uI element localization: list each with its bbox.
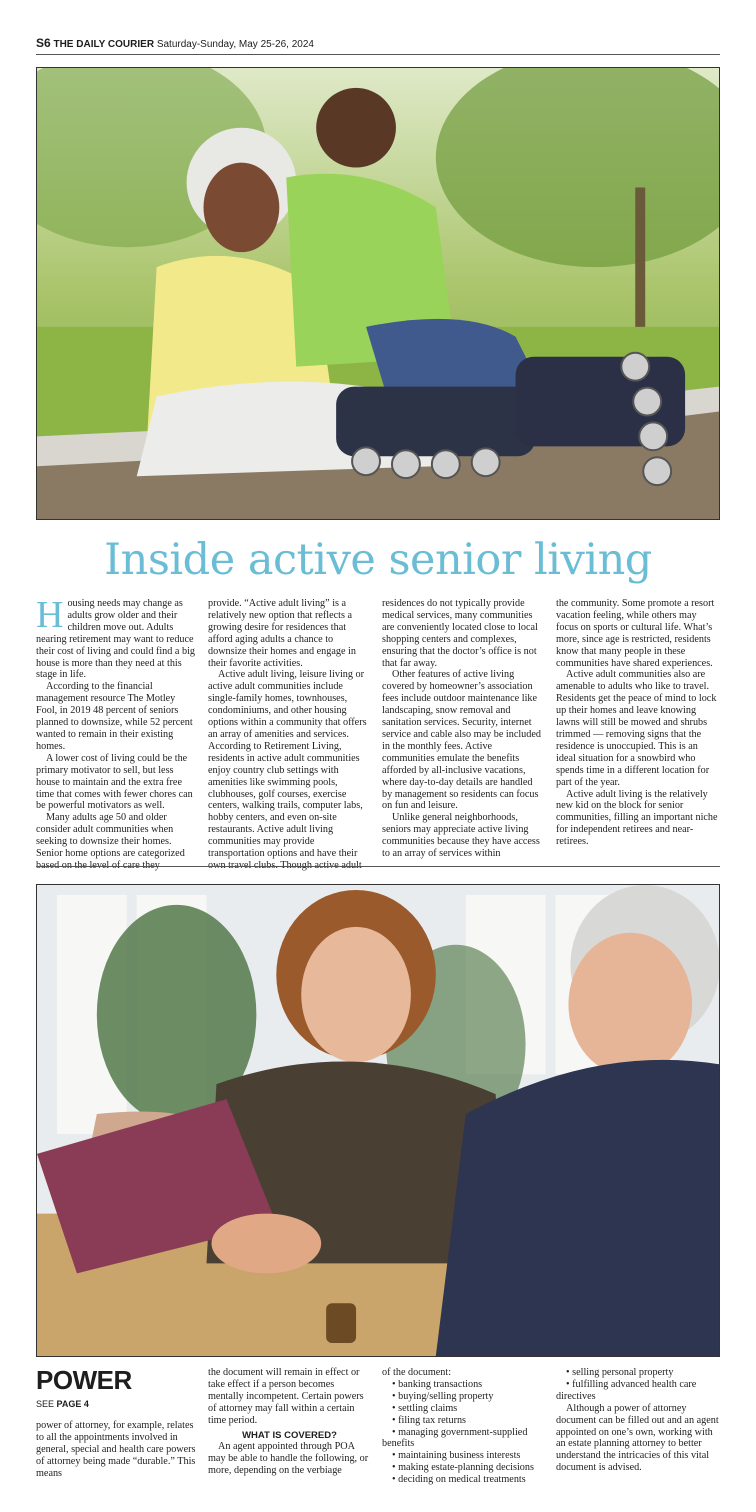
article2-column-1 xyxy=(36,1420,199,1480)
paragraph: of the document: xyxy=(382,1367,452,1378)
senior-couple-rollerblades-photo xyxy=(36,67,720,520)
paragraph: Unlike general neighborhoods, seniors may appreciate active living communities because they have access to an array of services within xyxy=(382,812,540,860)
list-item: • managing government-supplied benefits xyxy=(382,1427,545,1451)
paragraph: Although a power of attorney document can be filled out and an agent appointed on one’s own, working with an estate planning attorney to better understand the intricacies of this vital document is advised. xyxy=(556,1402,719,1474)
covered-items-list xyxy=(556,1367,720,1403)
newspaper-name: THE DAILY COURIER xyxy=(53,39,155,50)
continuation-reference xyxy=(36,1398,89,1410)
article-headline: Inside active senior living xyxy=(104,535,652,585)
paragraph: provide. “Active adult living” is a relatively new option that reflects a growing desire for residences that afford aging adults a chance to downsize their homes and engage in their favorite activities. xyxy=(208,598,356,669)
paragraph: Many adults age 50 and older consider adult communities when seeking to downsize their homes. Senior home options are categorized based on the level of care they xyxy=(36,812,185,871)
list-item: • maintaining business interests xyxy=(382,1450,545,1462)
list-item: • filing tax returns xyxy=(382,1415,545,1427)
list-item: • deciding on medical treatments xyxy=(382,1474,545,1486)
article1-column-2 xyxy=(208,598,371,872)
see-page-link[interactable]: PAGE 4 xyxy=(56,1399,89,1409)
senior-couple-reading-document-photo xyxy=(36,884,720,1357)
photo-illustration xyxy=(37,68,719,519)
article2-column-4 xyxy=(556,1367,720,1474)
paragraph: Housing needs may change as adults grow older and their children move out. Adults nearing retirement may want to reduce their cost of living and could find a big house is more than they need at this stage in life. xyxy=(36,594,196,681)
paragraph: Other features of active living covered by homeowner’s association fees include outdoor maintenance like landscaping, snow removal and sanitation services. Security, internet service and cable also may be included in the monthly fees. Active communities emulate the benefits afforded by all-inclusive vacations, where day-to-day details are handled by management so residents can focus on fun and leisure. xyxy=(382,669,541,812)
subheading: WHAT IS COVERED? xyxy=(242,1429,337,1441)
section-rule xyxy=(36,866,720,867)
continued-article-title: POWER xyxy=(36,1365,132,1395)
paragraph: Active adult communities also are amenable to adults who like to travel. Residents get the peace of mind to lock up their homes and leave knowing lawns will still be mowed and shrubs trimmed — removing signs that the residence is unoccupied. This is an ideal situation for a snowbird who spends time in a different location for part of the year. xyxy=(556,669,717,788)
article1-column-1 xyxy=(36,594,199,872)
paragraph: the document will remain in effect or take effect if a person becomes mentally incompetent. Certain powers of attorney may fall within a certain time period. xyxy=(208,1367,364,1426)
issue-date: Saturday-Sunday, May 25-26, 2024 xyxy=(156,39,314,50)
paragraph: the community. Some promote a resort vacation feeling, while others may focus on sports or cultural life. What’s more, since age is restricted, residents know that many people in these communities have shared experiences. xyxy=(556,598,715,669)
list-item: • settling claims xyxy=(382,1403,545,1415)
list-item: • making estate-planning decisions xyxy=(382,1462,545,1474)
paragraph: According to the financial management resource The Motley Fool, in 2019 48 percent of seniors planned to downsize, while 52 percent wanted to remain in their existing homes. xyxy=(36,681,193,752)
covered-items-list xyxy=(382,1379,545,1486)
list-item: • selling personal property xyxy=(556,1367,720,1379)
paragraph: Active adult living, leisure living or active adult communities include single-family homes, townhouses, condominiums, and other housing options within a community that offers an array of amenities and services. According to Retirement Living, residents in active adult communities enjoy country club settings with amenities like swimming pools, clubhouses, golf courses, exercise centers, walking trails, computer labs, hobby centers, and even on-site restaurants. Active adult living communities may provide transportation options and have their own travel clubs. Though active adult xyxy=(208,669,367,871)
article2-column-2 xyxy=(208,1367,371,1477)
header-rule xyxy=(36,54,720,55)
paragraph: A lower cost of living could be the primary motivator to sell, but less house to maintain and the extra free time that comes with fewer chores can be powerful motivators as well. xyxy=(36,752,193,812)
paragraph: residences do not typically provide medical services, many communities are conveniently located close to local shopping centers and complexes, ensuring that the doctor’s office is not that far away. xyxy=(382,598,538,669)
drop-cap: H xyxy=(36,594,64,636)
page-header xyxy=(36,34,720,52)
paragraph: power of attorney, for example, relates to all the appointments involved in general, special and health care powers of attorney being made “durable.” This means xyxy=(36,1420,196,1479)
article2-column-3 xyxy=(382,1367,545,1486)
paragraph: Active adult living is the relatively new kid on the block for senior communities, filling an important niche for independent retirees and near-retirees. xyxy=(556,788,718,848)
article1-column-3 xyxy=(382,598,545,860)
photo-illustration xyxy=(37,885,719,1356)
list-item: • banking transactions xyxy=(382,1379,545,1391)
article1-column-4 xyxy=(556,598,720,848)
page-number: S6 xyxy=(36,36,51,50)
paragraph: An agent appointed through POA may be able to handle the following, or more, depending on the verbiage xyxy=(208,1441,369,1477)
list-item: • buying/selling property xyxy=(382,1391,545,1403)
list-item: • fulfilling advanced health care directives xyxy=(556,1379,720,1403)
see-label: SEE xyxy=(36,1399,55,1409)
